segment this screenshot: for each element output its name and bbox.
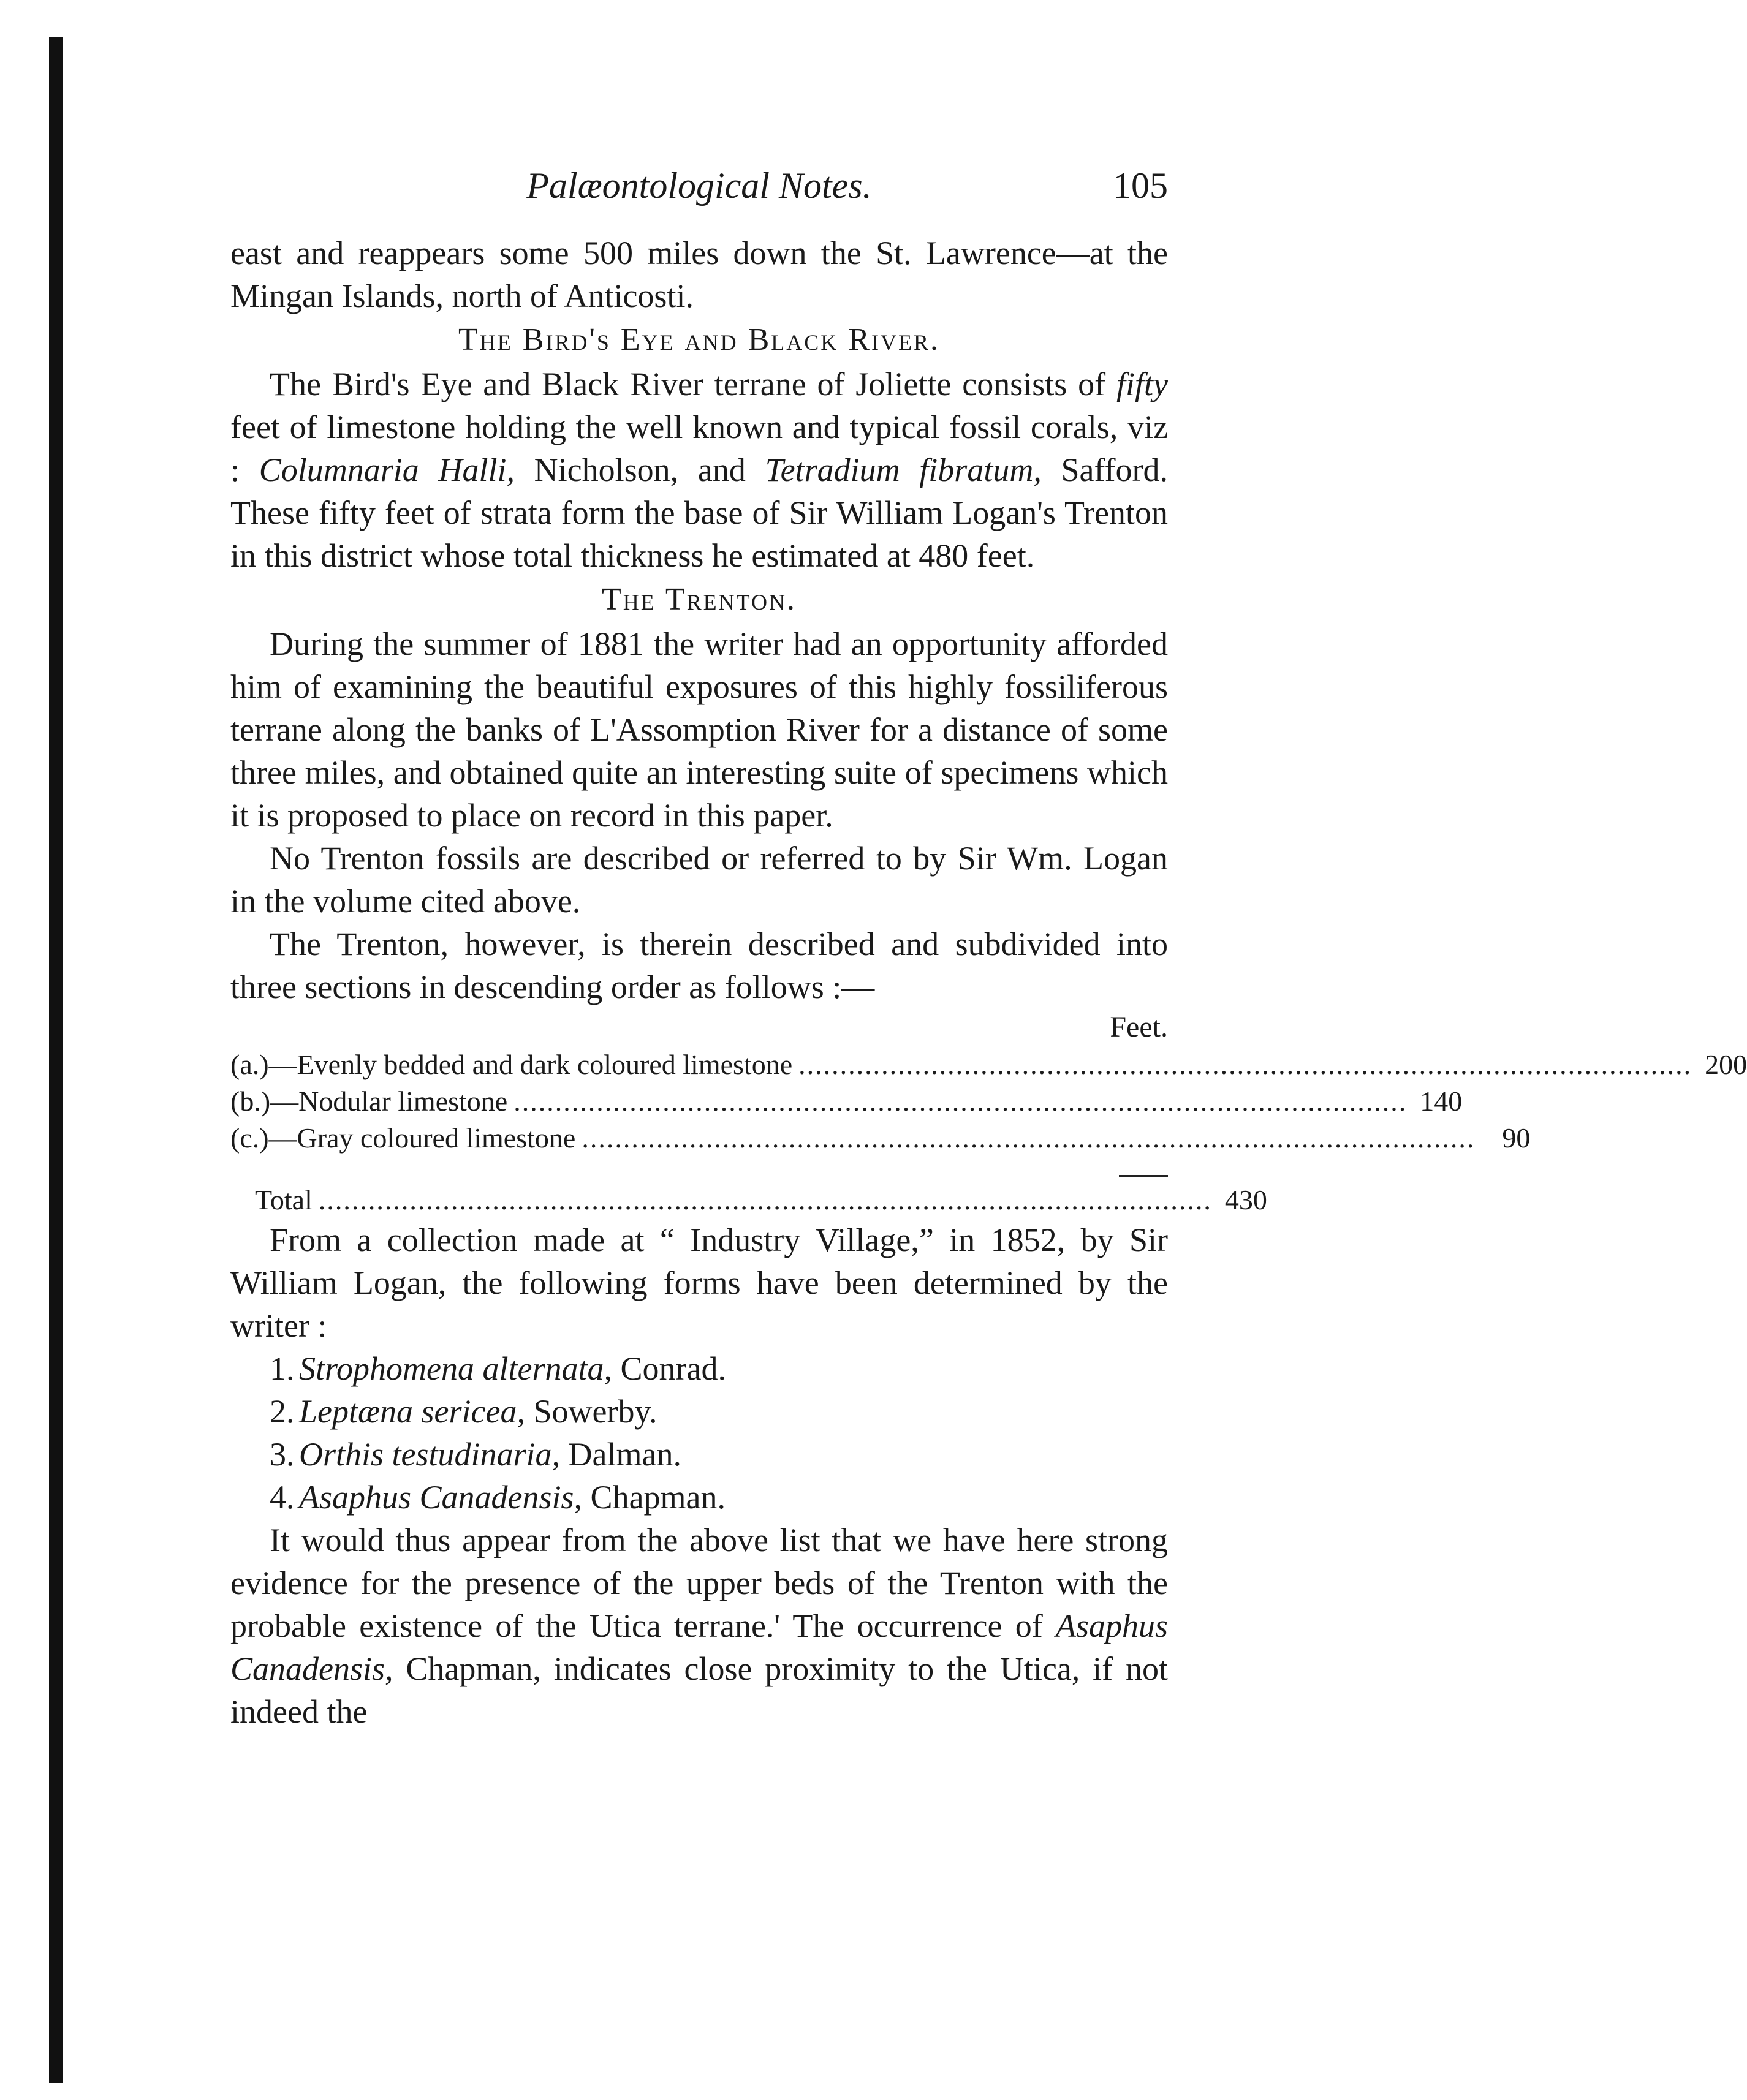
thickness-table [230,1008,1747,1218]
section-title-trenton: The Trenton. [602,582,797,617]
paragraph-subdivided: The Trenton, however, is therein described and subdivided into three sections in descending order as follows :— [230,926,1168,1005]
running-title: Palæontological Notes. [526,165,872,206]
table-unit-header: Feet. [1110,1011,1168,1043]
list-item: 2. Leptæna sericea, Sowerby. [270,1393,657,1430]
total-rule [1119,1175,1168,1177]
page-number: 105 [1113,165,1168,206]
table-row: (c.)—Gray coloured limestone ............................................................................................................ 90 [230,1122,1531,1154]
running-head [230,164,1168,219]
list-item: 3. Orthis testudinaria, Dalman. [270,1436,681,1473]
paragraph-no-fossils: No Trenton fossils are described or referred to by Sir Wm. Logan in the volume cited above. [230,840,1168,920]
species-list [230,1347,1168,1519]
binding-edge [49,37,63,2083]
paragraph-summer-1881: During the summer of 1881 the writer had an opportunity afforded him of examining the beautiful exposures of this highly fossiliferous terrane along the banks of L'Assomption River for a distance of some three miles, and obtained quite an interesting suite of specimens which it is proposed to place on record in this paper. [230,625,1168,834]
paragraph-conclusion: It would thus appear from the above list that we have here strong evidence for the presence of the upper beds of the Trenton with the probable existence of the Utica terrane.' The occurrence of Asaphus Canadensis, Chapman, indicates close proximity to the Utica, if not indeed the [230,1522,1168,1730]
list-item: 1. Strophomena alternata, Conrad. [270,1350,726,1387]
section-title-birds-eye: The Bird's Eye and Black River. [458,322,940,357]
table-row: (b.)—Nodular limestone ............................................................................................................ 140 [230,1086,1463,1117]
paragraph-collection: From a collection made at “ Industry Village,” in 1852, by Sir William Logan, the following forms have been determined by the writer : [230,1222,1168,1344]
table-total-row: Total ............................................................................................................ 430 [255,1184,1267,1215]
paragraph-birds-eye: The Bird's Eye and Black River terrane of Joliette consists of fifty feet of limestone holding the well known and typical fossil corals, viz : Columnaria Halli, Nicholson, and Tetradium fibratum, Safford. These fifty feet of strata form the base of Sir William Logan's Trenton in this district whose total thickness he estimated at 480 feet. [230,366,1169,574]
page-body [230,164,1747,1733]
table-row: (a.)—Evenly bedded and dark coloured limestone ............................................................................................................ 200 [230,1049,1747,1080]
list-item: 4. Asaphus Canadensis, Chapman. [270,1479,726,1516]
paragraph-continuation: east and reappears some 500 miles down the St. Lawrence—at the Mingan Islands, north of Anticosti. [230,235,1168,314]
